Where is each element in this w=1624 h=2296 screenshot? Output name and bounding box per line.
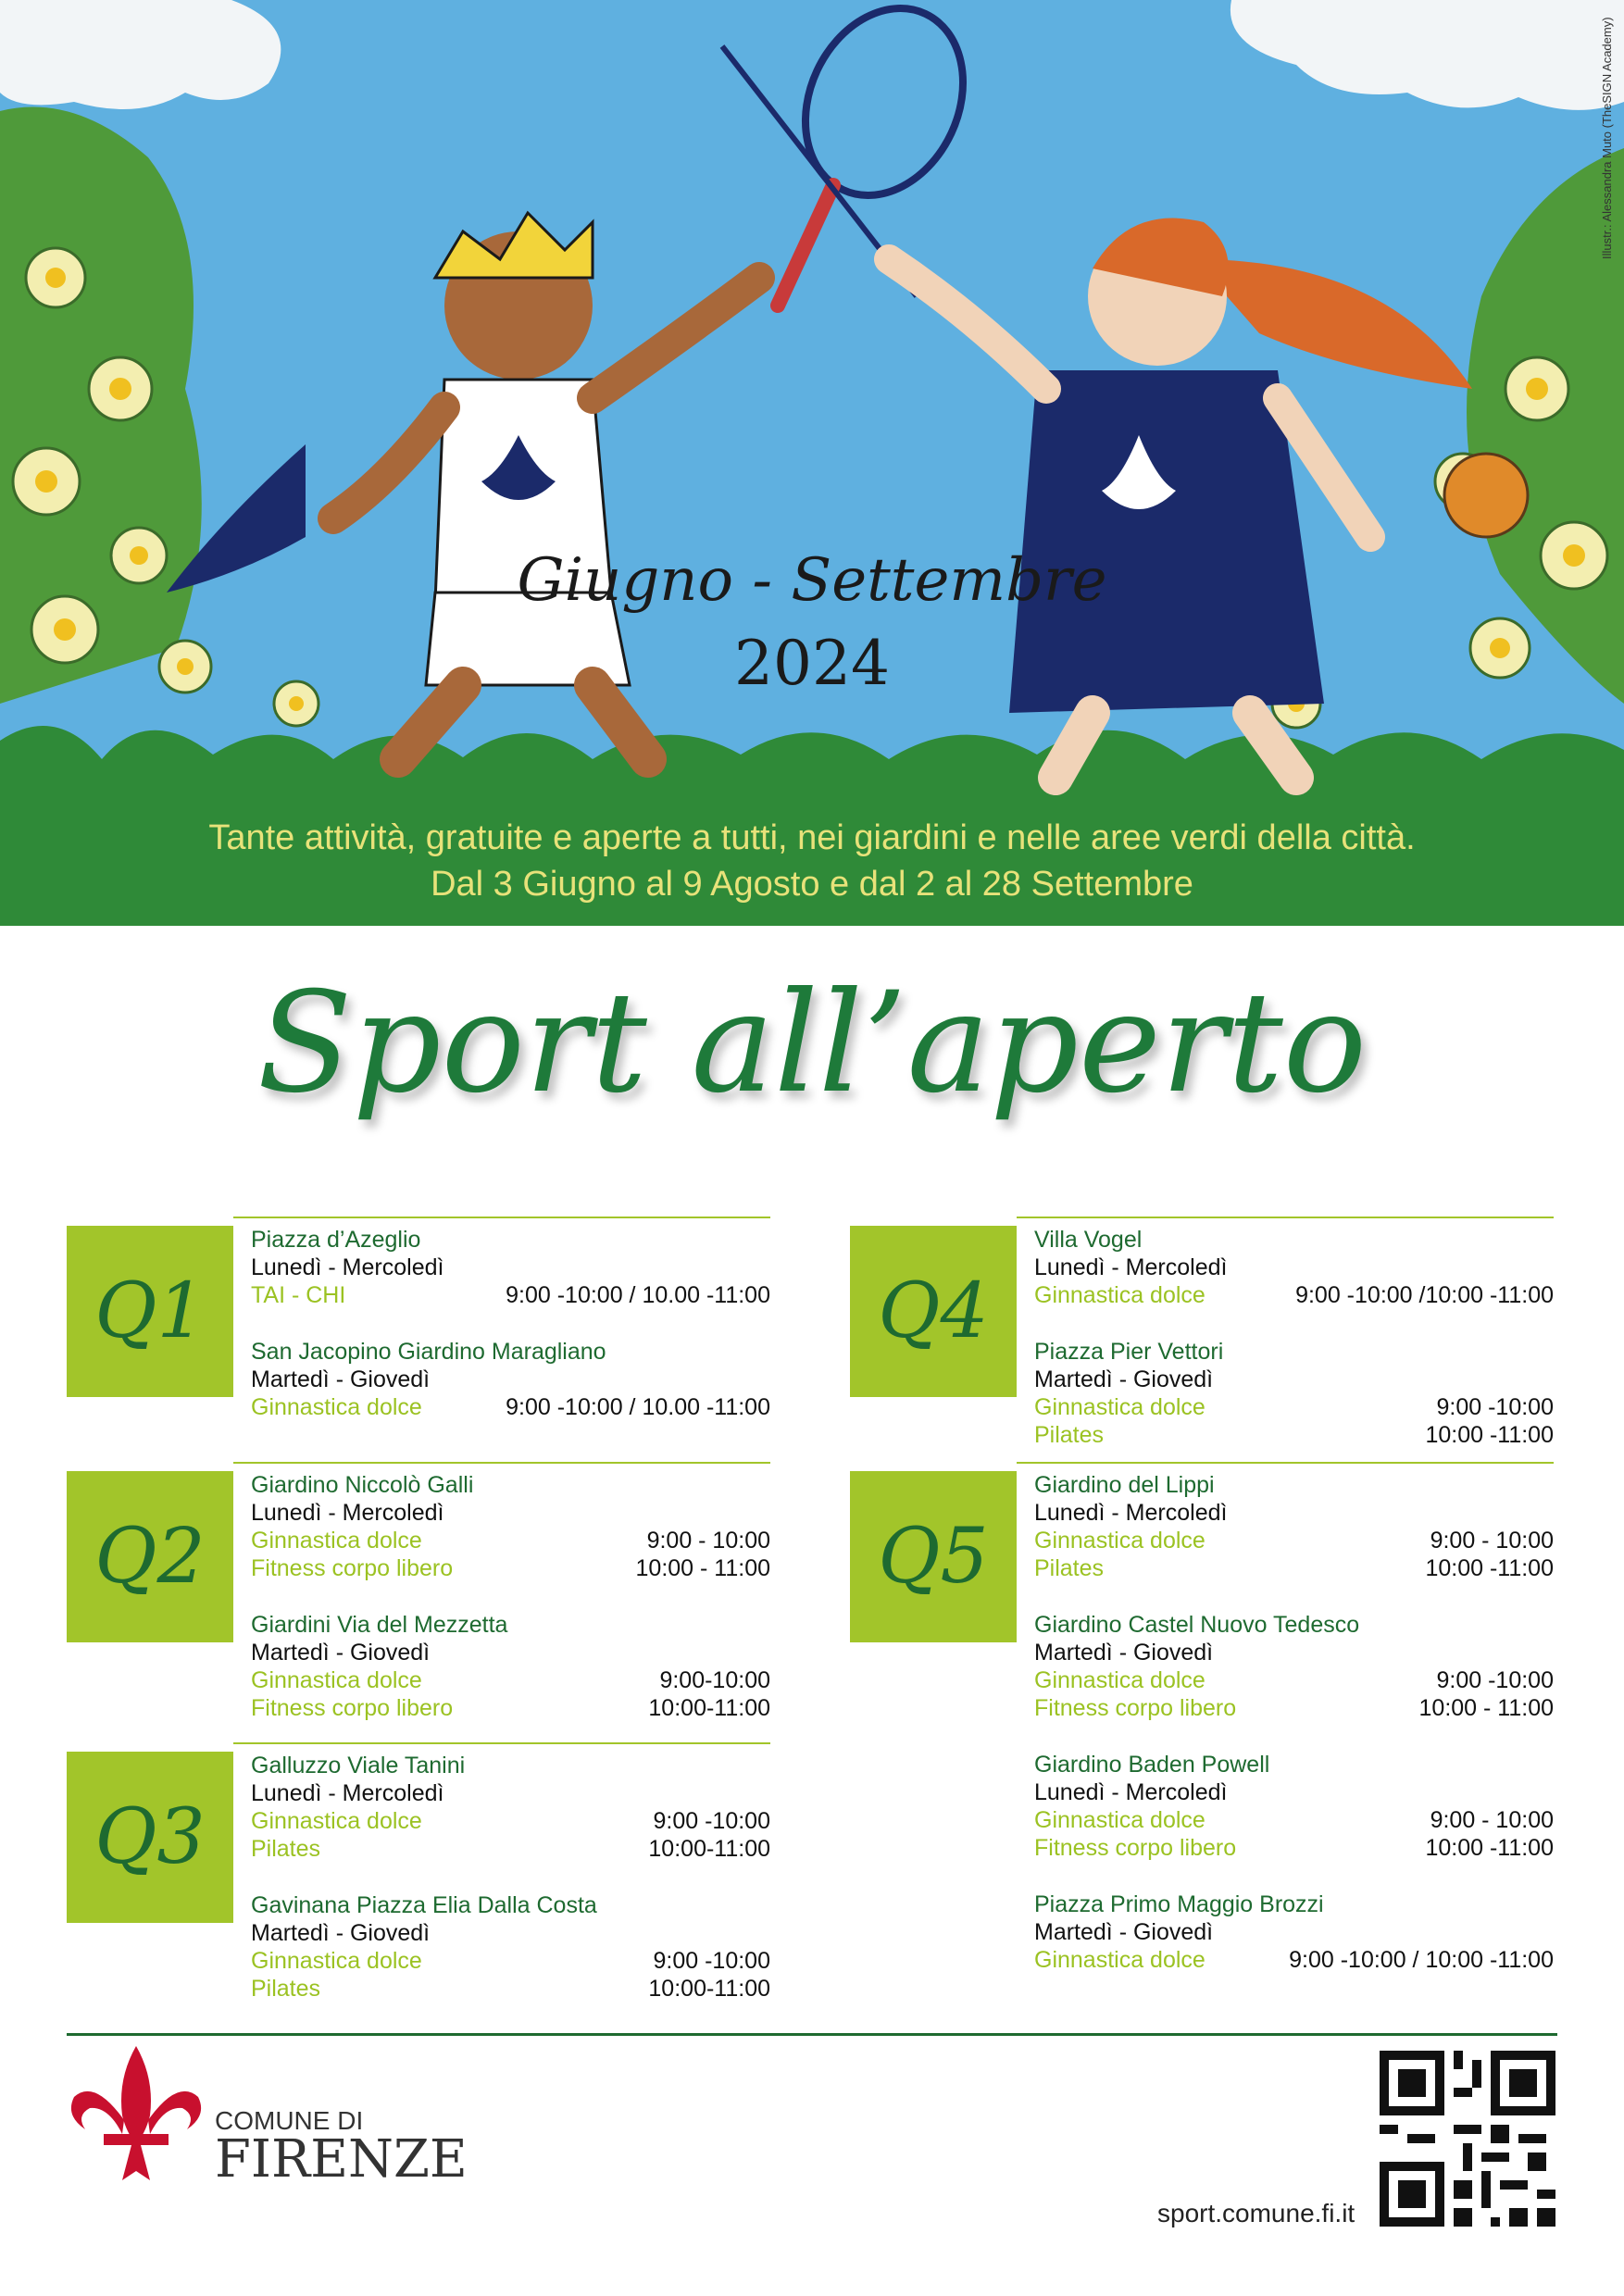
location-entry bbox=[1034, 1471, 1554, 1582]
website-url[interactable]: sport.comune.fi.it bbox=[1157, 2199, 1355, 2227]
weekdays: Lunedì - Mercoledì bbox=[1034, 1779, 1228, 1805]
activity-name: Ginnastica dolce bbox=[251, 1808, 422, 1834]
footer-divider bbox=[67, 2033, 1557, 2036]
activity-time: 9:00 - 10:00 bbox=[1430, 1528, 1554, 1554]
activity-name: Ginnastica dolce bbox=[251, 1394, 422, 1420]
activity-time: 9:00 -10:00 / 10.00 -11:00 bbox=[506, 1282, 770, 1308]
activity-row bbox=[251, 1281, 770, 1309]
weekdays: Martedì - Giovedì bbox=[1034, 1366, 1214, 1392]
location-name: Giardino del Lippi bbox=[1034, 1472, 1215, 1498]
activity-name: Ginnastica dolce bbox=[1034, 1807, 1206, 1833]
activity-time: 10:00-11:00 bbox=[648, 1836, 770, 1862]
quarter-rule bbox=[233, 1462, 770, 1464]
quarter-badge: Q5 bbox=[850, 1471, 1017, 1642]
date-year: 2024 bbox=[734, 628, 890, 699]
location-name: Giardino Baden Powell bbox=[1034, 1752, 1270, 1778]
activity-time: 9:00 -10:00 bbox=[1436, 1394, 1554, 1420]
location-entry bbox=[1034, 1338, 1554, 1449]
location-entry bbox=[251, 1891, 770, 2003]
weekdays: Lunedì - Mercoledì bbox=[1034, 1500, 1228, 1526]
location-name: Piazza Primo Maggio Brozzi bbox=[1034, 1891, 1324, 1917]
logo-text-comune: COMUNE DI bbox=[215, 2106, 364, 2135]
activity-row bbox=[1034, 1806, 1554, 1834]
activity-name: Ginnastica dolce bbox=[251, 1528, 422, 1554]
activity-name: Ginnastica dolce bbox=[1034, 1528, 1206, 1554]
location-name: Piazza Pier Vettori bbox=[1034, 1339, 1224, 1365]
activity-time: 9:00 -10:00 / 10.00 -11:00 bbox=[506, 1394, 770, 1420]
activity-row bbox=[1034, 1281, 1554, 1309]
tagline bbox=[0, 815, 1624, 907]
date-months: Giugno - Settembre bbox=[517, 546, 1107, 615]
activity-row bbox=[1034, 1694, 1554, 1722]
weekdays: Martedì - Giovedì bbox=[251, 1640, 431, 1666]
location-entry bbox=[1034, 1890, 1554, 1974]
activity-name: Fitness corpo libero bbox=[251, 1695, 454, 1721]
activity-row bbox=[1034, 1421, 1554, 1449]
activity-time: 10:00 -11:00 bbox=[1425, 1835, 1554, 1861]
location-name: Giardino Castel Nuovo Tedesco bbox=[1034, 1612, 1360, 1638]
quarter-badge: Q2 bbox=[67, 1471, 233, 1642]
activity-name: Ginnastica dolce bbox=[251, 1948, 422, 1974]
location-entry bbox=[1034, 1611, 1554, 1722]
location-name: Piazza d’Azeglio bbox=[251, 1227, 421, 1253]
quarter-rule bbox=[233, 1742, 770, 1744]
activity-name: Ginnastica dolce bbox=[1034, 1947, 1206, 1973]
activity-row bbox=[1034, 1527, 1554, 1554]
location-entry bbox=[1034, 1226, 1554, 1309]
weekdays: Martedì - Giovedì bbox=[251, 1366, 431, 1392]
activity-name: Fitness corpo libero bbox=[1034, 1695, 1237, 1721]
activity-name: Fitness corpo libero bbox=[251, 1555, 454, 1581]
weekdays: Martedì - Giovedì bbox=[1034, 1640, 1214, 1666]
location-entry bbox=[251, 1226, 770, 1309]
activity-row bbox=[251, 1527, 770, 1554]
hero-illustration bbox=[0, 0, 1624, 926]
activity-row bbox=[1034, 1554, 1554, 1582]
weekdays: Lunedì - Mercoledì bbox=[251, 1780, 444, 1806]
activity-name: Pilates bbox=[251, 1976, 321, 2002]
activity-time: 9:00 -10:00 bbox=[653, 1948, 770, 1974]
activity-name: Ginnastica dolce bbox=[1034, 1394, 1206, 1420]
date-range bbox=[0, 546, 1624, 699]
activity-row bbox=[1034, 1946, 1554, 1974]
activity-row bbox=[251, 1835, 770, 1863]
activity-time: 9:00 -10:00 bbox=[1436, 1667, 1554, 1693]
location-entry bbox=[251, 1752, 770, 1863]
activity-time: 9:00 -10:00 bbox=[653, 1808, 770, 1834]
page-title: Sport all’aperto bbox=[256, 963, 1368, 1124]
activity-time: 9:00 - 10:00 bbox=[1430, 1807, 1554, 1833]
hero-artwork bbox=[0, 0, 1624, 926]
activity-name: Pilates bbox=[251, 1836, 321, 1862]
fleur-de-lis-icon bbox=[67, 2041, 206, 2190]
weekdays: Lunedì - Mercoledì bbox=[1034, 1254, 1228, 1280]
activity-row bbox=[251, 1807, 770, 1835]
activity-row bbox=[251, 1694, 770, 1722]
logo-text-firenze: FIRENZE bbox=[215, 2129, 468, 2190]
tagline-line-2: Dal 3 Giugno al 9 Agosto e dal 2 al 28 Settembre bbox=[431, 865, 1193, 904]
location-entry bbox=[251, 1471, 770, 1582]
location-entry bbox=[251, 1338, 770, 1421]
activity-row bbox=[1034, 1393, 1554, 1421]
quarter-rule bbox=[233, 1217, 770, 1218]
activity-row bbox=[251, 1666, 770, 1694]
qr-code-icon[interactable] bbox=[1380, 2051, 1555, 2227]
activity-name: TAI - CHI bbox=[251, 1282, 346, 1308]
location-name: Giardini Via del Mezzetta bbox=[251, 1612, 508, 1638]
location-name: Villa Vogel bbox=[1034, 1227, 1143, 1253]
activity-name: Ginnastica dolce bbox=[1034, 1667, 1206, 1693]
weekdays: Martedì - Giovedì bbox=[251, 1920, 431, 1946]
activity-time: 10:00-11:00 bbox=[648, 1695, 770, 1721]
weekdays: Lunedì - Mercoledì bbox=[251, 1254, 444, 1280]
activity-time: 10:00 - 11:00 bbox=[1418, 1695, 1554, 1721]
activity-name: Pilates bbox=[1034, 1555, 1105, 1581]
weekdays: Martedì - Giovedì bbox=[1034, 1919, 1214, 1945]
activity-time: 10:00 - 11:00 bbox=[635, 1555, 770, 1581]
activity-row bbox=[251, 1947, 770, 1975]
activity-time: 9:00-10:00 bbox=[659, 1667, 770, 1693]
activity-row bbox=[1034, 1666, 1554, 1694]
activity-time: 9:00 -10:00 /10:00 -11:00 bbox=[1295, 1282, 1554, 1308]
quarter-badge: Q4 bbox=[850, 1226, 1017, 1397]
activity-time: 9:00 - 10:00 bbox=[646, 1528, 770, 1554]
quarter-rule bbox=[1017, 1217, 1554, 1218]
activity-name: Fitness corpo libero bbox=[1034, 1835, 1237, 1861]
activity-time: 10:00-11:00 bbox=[648, 1976, 770, 2002]
location-name: Giardino Niccolò Galli bbox=[251, 1472, 474, 1498]
activity-name: Ginnastica dolce bbox=[1034, 1282, 1206, 1308]
activity-row bbox=[251, 1393, 770, 1421]
weekdays: Lunedì - Mercoledì bbox=[251, 1500, 444, 1526]
location-entry bbox=[1034, 1751, 1554, 1862]
location-name: San Jacopino Giardino Maragliano bbox=[251, 1339, 606, 1365]
quarter-rule bbox=[1017, 1462, 1554, 1464]
location-name: Galluzzo Viale Tanini bbox=[251, 1753, 466, 1778]
activity-row bbox=[251, 1975, 770, 2003]
location-entry bbox=[251, 1611, 770, 1722]
quarter-badge: Q1 bbox=[67, 1226, 233, 1397]
activity-row bbox=[1034, 1834, 1554, 1862]
activity-name: Pilates bbox=[1034, 1422, 1105, 1448]
illustration-credit: Illustr.: Alessandra Muto (TheSIGN Academy) bbox=[1600, 17, 1614, 259]
activity-time: 10:00 -11:00 bbox=[1425, 1555, 1554, 1581]
activity-row bbox=[251, 1554, 770, 1582]
activity-time: 9:00 -10:00 / 10:00 -11:00 bbox=[1289, 1947, 1554, 1973]
tagline-line-1: Tante attività, gratuite e aperte a tutti, nei giardini e nelle aree verdi della città. bbox=[208, 818, 1416, 857]
location-name: Gavinana Piazza Elia Dalla Costa bbox=[251, 1892, 597, 1918]
activity-time: 10:00 -11:00 bbox=[1425, 1422, 1554, 1448]
activity-name: Ginnastica dolce bbox=[251, 1667, 422, 1693]
quarter-badge: Q3 bbox=[67, 1752, 233, 1923]
